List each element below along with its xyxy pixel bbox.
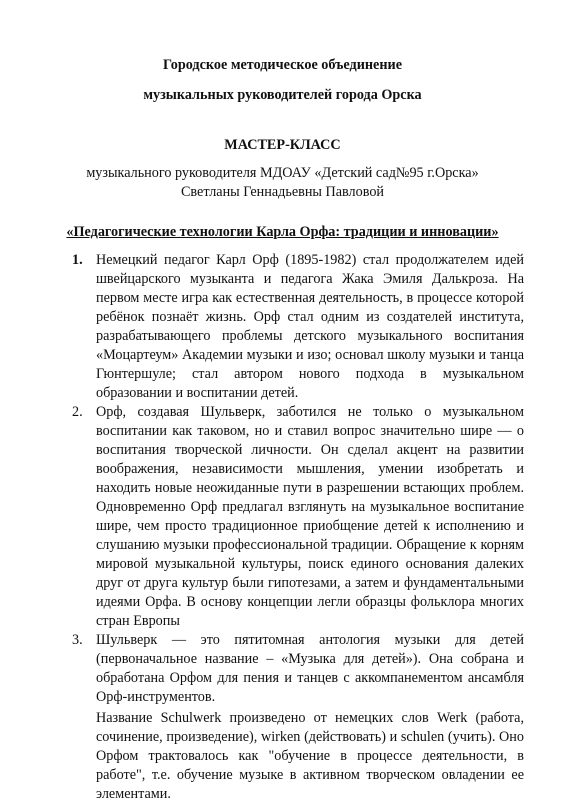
list-item [72,403,524,631]
organization-line-2: музыкальных руководителей города Орска [143,87,422,103]
event-title: МАСТЕР-КЛАСС [224,137,341,153]
numbered-list [72,251,524,804]
list-item [72,251,524,403]
topic-title: «Педагогические технологии Карла Орфа: традиции и инновации» [66,224,499,240]
list-item [72,631,524,804]
list-item-text: Немецкий педагог Карл Орф (1895-1982) стал продолжателем идей швейцарского музыканта и педагога Жака Эмиля Далькроза. На первом месте игра как естественная деятельность, в процессе которой ребёнок познаёт жизнь. Орф стал одним из создателей института, разрабатывающего проблемы детского музыкального воспитания «Моцартеум» Академии музыки и изо; основал школу музыки и танца Гюнтершуле; стал автором нового подхода в музыкальном образовании и воспитании детей. [96,252,524,401]
list-item-number: 3. [72,632,83,648]
list-item-number: 1. [72,252,83,268]
list-item-text: Шульверк — это пятитомная антология музыки для детей (первоначальное название – «Музыка для детей»). Она собрана и обработана Орфом для пения и танцев с аккомпанементом ансамбля Орф-инструментов. [96,632,524,705]
list-item-text: Орф, создавая Шульверк, заботился не только о музыкальном воспитании как таковом, но и ставил вопрос значительно шире — о воспитания творческой личности. Он сделал акцент на развитии воображения, независимости мышления, умении изобретать и находить новые неожиданные пути в разрешении встающих проблем. Одновременно Орф предлагал взглянуть на музыкальное воспитание шире, чем просто традиционное приобщение детей к исполнению и слушанию музыки профессиональной традиции. Обращение к корням мировой музыкальной культуры, поиск единого основания далеких друг от друга культур были гипотезами, а затем и фундаментальными идеями Орфа. В основу концепции легли образцы фольклора многих стран Европы [96,404,524,629]
list-item-paragraph: Название Schulwerk произведено от немецких слов Werk (работа, сочинение, произведение), wirken (действовать) и schulen (учить). Оно Орфом трактовалось как "обучение в процессе деятельности, в работе", т.е. обучение музыке в активном творческом овладении ее элементами. [96,710,524,802]
list-item-number: 2. [72,404,83,420]
organization-line-1: Городское методическое объединение [162,57,402,73]
author-line-2: Светланы Геннадьевны Павловой [180,184,385,200]
author-line-1: музыкального руководителя МДОАУ «Детский сад№95 г.Орска» [86,165,479,181]
